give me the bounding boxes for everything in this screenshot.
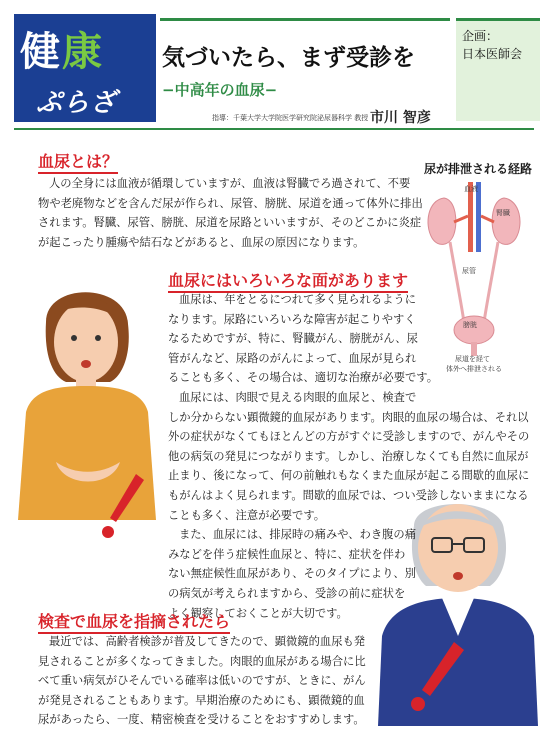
heading-text: 血尿とは？ — [38, 152, 118, 174]
page-header — [10, 8, 540, 126]
text-line: ことも多く、注意が必要です。 — [168, 508, 326, 522]
plan-label: 企画： — [462, 29, 499, 43]
label-bladder: 膀胱 — [463, 321, 477, 329]
section-heading-aspects — [168, 268, 408, 291]
label-kidney: 腎臓 — [496, 209, 510, 217]
section-heading-checkup — [38, 609, 230, 632]
section-body-aspects-a — [168, 290, 529, 623]
plan-org: 日本医師会 — [462, 47, 523, 61]
text-line: 管がんなど、尿路のがんによって、血尿が見られ — [168, 351, 417, 365]
text-line: 他の病気の発見につながります。しかし、治療しなくても自然に血尿が — [168, 449, 529, 463]
heading-text: 血尿にはいろいろな面があります — [168, 271, 408, 293]
text-line: 血尿は、年をとるにつれて多く見られるように — [179, 293, 417, 306]
label-ureter: 尿管 — [462, 267, 476, 275]
text-line: 見されることが多くなってきました。肉眼的血尿がある場合に比 — [38, 654, 366, 668]
title-box — [160, 18, 450, 126]
supervisor-line: 指導：千葉大学大学院医学研究院泌尿器科学 教授 — [212, 114, 369, 122]
exclamation-mark-icon — [404, 640, 468, 714]
text-line: もがんはよく見られます。間歇的血尿では、つい受診しないままになる — [168, 488, 529, 502]
text-line: が発見されることもあります。早期治療のためにも、顕微鏡的血 — [38, 693, 365, 707]
health-plaza-logo — [14, 14, 156, 122]
text-line: 人の全身には血液が循環していますが、血液は腎臓でろ過されて、不要 — [49, 177, 411, 190]
label-exit-line2: 体外へ排泄される — [446, 365, 502, 373]
section-heading-what-is-hematuria — [38, 149, 118, 172]
page-title: 気づいたら、まず受診を — [162, 45, 415, 71]
logo-char-2: 康 — [62, 29, 104, 75]
text-line: なるためですが、特に、腎臓がん、膀胱がん、尿 — [168, 332, 418, 346]
text-line: 物や老廃物などを含んだ尿が作られ、尿管、膀胱、尿道を通って体外に排出 — [38, 196, 423, 210]
diagram-title: 尿が排泄される経路 — [424, 162, 533, 176]
text-line: 止まり、後になって、何の前触れもなくまた血尿が起こる間歇的血尿に — [168, 469, 530, 483]
header-divider — [14, 128, 534, 130]
text-line: の病気が考えられますから、受診の前に症状を — [168, 586, 406, 600]
heading-text: 検査で血尿を指摘されたら — [38, 612, 230, 634]
plan-box — [456, 18, 540, 121]
text-line: べて重い病気がひそんでいる確率は低いのですが、ときに、がん — [38, 674, 366, 688]
text-line: しか分からない顕微鏡的血尿があります。肉眼的血尿の場合は、それ以 — [168, 410, 529, 424]
text-line: よく観察しておくことが大切です。 — [168, 606, 348, 620]
text-line: ない無症候性血尿があり、そのタイプにより、別 — [168, 567, 416, 581]
logo-subtitle: ぷらざ — [36, 88, 118, 118]
text-line: 外の症状がなくてもほとんどの方がすぐに受診しますので、がんやその — [168, 430, 530, 444]
text-line: また、血尿には、排尿時の痛みや、わき腹の痛 — [179, 528, 417, 542]
text-line: 血尿には、肉眼で見える肉眼的血尿と、検査で — [179, 390, 417, 404]
label-exit-line1: 尿道を経て — [455, 355, 490, 363]
text-line: みなどを伴う症候性血尿と、特に、症状を伴わ — [168, 547, 406, 561]
exclamation-mark-icon — [98, 472, 148, 542]
text-line: ることも多く、その場合は、適切な治療が必要です。 — [168, 371, 438, 385]
section-body-checkup — [38, 632, 366, 730]
text-line: 最近では、高齢者検診が普及してきたので、顕微鏡的血尿も発 — [49, 635, 366, 648]
text-line: が起こったり腫瘍や結石などがあると、血尿の原因になります。 — [38, 235, 365, 249]
label-blood: 血液 — [464, 185, 478, 193]
page-subtitle: −中高年の血尿− — [162, 81, 278, 99]
logo-title — [20, 20, 104, 77]
logo-char-1: 健 — [20, 29, 62, 75]
text-line: 尿があったら、一度、精密検査を受けることをおすすめします。 — [38, 713, 365, 727]
text-line: されます。腎臓、尿管、膀胱、尿道を尿路といいますが、そのどこかに炎症 — [38, 216, 422, 230]
section-body-what-is-hematuria — [38, 174, 423, 252]
author-name: 市川 智彦 — [370, 110, 431, 126]
text-line: なります。尿路にいろいろな障害が起こりやすく — [168, 312, 416, 326]
